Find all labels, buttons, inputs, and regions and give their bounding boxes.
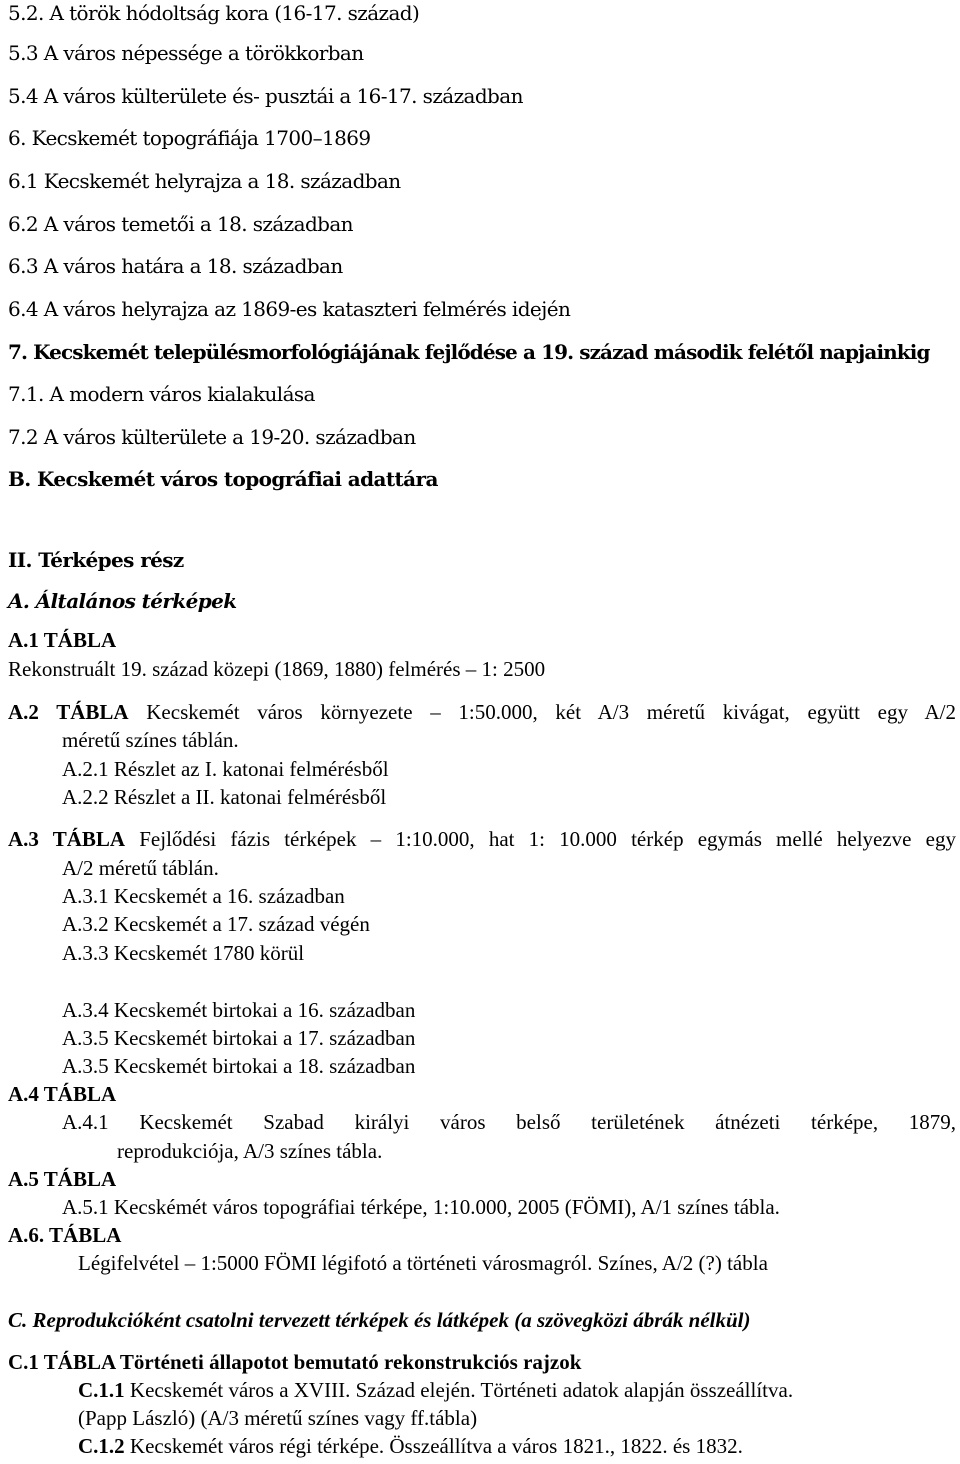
table-a5-label: A.5 TÁBLA (8, 1167, 117, 1191)
table-a3-line (8, 826, 956, 852)
map-a2-1: A.2.1 Részlet az I. katonai felmérésből (62, 757, 389, 781)
toc-line-6-3: 6.3 A város határa a 18. században (8, 254, 343, 278)
table-c1-title: C.1 TÁBLA Történeti állapotot bemutató rekonstrukciós rajzok (8, 1350, 582, 1374)
toc-line-b: B. Kecskemét város topográfiai adattára (8, 467, 438, 491)
toc-line-6: 6. Kecskemét topográfiája 1700–1869 (8, 126, 371, 150)
toc-line-5-3: 5.3 A város népessége a törökkorban (8, 41, 364, 65)
item-c1-2-label: C.1.2 (78, 1434, 125, 1458)
map-a3-1: A.3.1 Kecskemét a 16. században (62, 884, 345, 908)
section-general-maps-title: A. Általános térképek (8, 589, 237, 613)
table-a3-label: A.3 TÁBLA (8, 827, 126, 851)
item-c1-1-continuation: (Papp László) (A/3 méretű színes vagy ff.tábla) (78, 1406, 478, 1430)
map-a2-2: A.2.2 Részlet a II. katonai felmérésből (62, 785, 387, 809)
section-reproductions-title: C. Reprodukcióként csatolni tervezett térképek és látképek (a szövegközi ábrák nélkül) (8, 1308, 751, 1332)
map-a3-5b: A.3.5 Kecskemét birtokai a 18. században (62, 1054, 416, 1078)
toc-line-7-2: 7.2 A város külterülete a 19-20. században (8, 425, 416, 449)
table-a1-label: A.1 TÁBLA (8, 628, 117, 652)
table-a1-text: Rekonstruált 19. század közepi (1869, 1880) felmérés – 1: 2500 (8, 657, 546, 681)
item-c1-2-text: Kecskemét város régi térképe. Összeállítva a város 1821., 1822. és 1832. (124, 1434, 743, 1458)
toc-line-5-2: 5.2. A török hódoltság kora (16-17. század) (8, 1, 420, 25)
table-a2-continuation: méretű színes táblán. (62, 728, 239, 752)
toc-line-6-4: 6.4 A város helyrajza az 1869-es kataszteri felmérés idején (8, 297, 571, 321)
toc-line-7: 7. Kecskemét településmorfológiájának fejlődése a 19. század második felétől napjainkig (8, 340, 930, 364)
table-a4-label: A.4 TÁBLA (8, 1082, 117, 1106)
map-a3-2: A.3.2 Kecskemét a 17. század végén (62, 912, 370, 936)
map-a3-5: A.3.5 Kecskemét birtokai a 17. században (62, 1026, 416, 1050)
table-a3-text: Fejlődési fázis térképek – 1:10.000, hat 1: 10.000 térkép egymás mellé helyezve egy (125, 827, 956, 851)
section-maps-title: II. Térképes rész (8, 548, 184, 572)
map-a5-1: A.5.1 Kecskémét város topográfiai térképe, 1:10.000, 2005 (FÖMI), A/1 színes tábla. (62, 1195, 780, 1219)
table-a6-text: Légifelvétel – 1:5000 FÖMI légifotó a történeti városmagról. Színes, A/2 (?) tábla (78, 1251, 768, 1275)
table-a2-label: A.2 TÁBLA (8, 700, 129, 724)
item-c1-2 (78, 1433, 743, 1459)
table-a2-text: Kecskemét város környezete – 1:50.000, két A/3 méretű kivágat, együtt egy A/2 (128, 700, 957, 724)
item-c1-1-text: Kecskemét város a XVIII. Század elején. Történeti adatok alapján összeállítva. (124, 1378, 794, 1402)
item-c1-1 (78, 1377, 793, 1403)
toc-line-7-1: 7.1. A modern város kialakulása (8, 382, 315, 406)
item-c1-1-label: C.1.1 (78, 1378, 125, 1402)
toc-line-5-4: 5.4 A város külterülete és- pusztái a 16-17. században (8, 84, 523, 108)
table-a2-line (8, 699, 956, 725)
map-a4-1-continuation: reprodukciója, A/3 színes tábla. (117, 1139, 383, 1163)
table-a3-continuation: A/2 méretű táblán. (62, 856, 219, 880)
table-a6-label: A.6. TÁBLA (8, 1223, 122, 1247)
map-a4-1: A.4.1 Kecskemét Szabad királyi város belső területének átnézeti térképe, 1879, (62, 1110, 956, 1134)
toc-line-6-2: 6.2 A város temetői a 18. században (8, 212, 353, 236)
map-a3-3: A.3.3 Kecskemét 1780 körül (62, 941, 305, 965)
toc-line-6-1: 6.1 Kecskemét helyrajza a 18. században (8, 169, 401, 193)
map-a3-4: A.3.4 Kecskemét birtokai a 16. században (62, 998, 416, 1022)
